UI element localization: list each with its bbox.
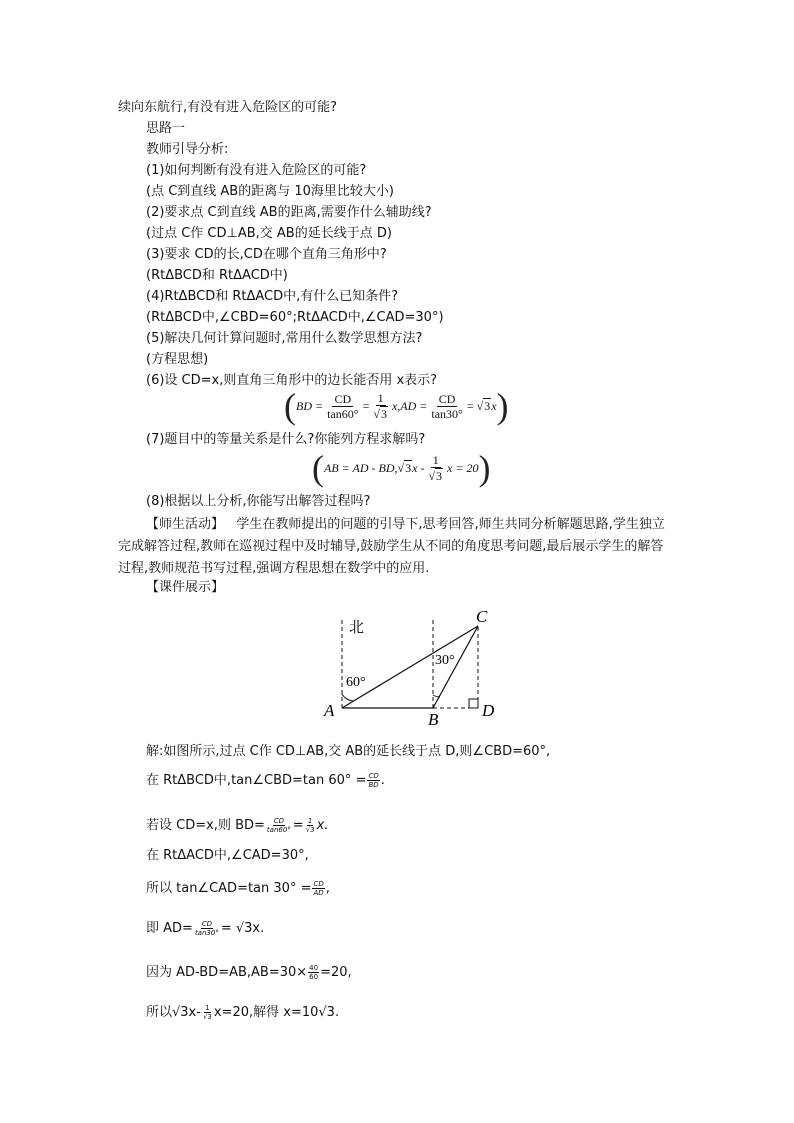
numerator: 1 [432,453,439,467]
text-line: (3)要求 CD的长,CD在哪个直角三角形中? [146,247,387,262]
point-a-label: A [324,701,335,720]
sqrt-term: √3 [397,461,412,475]
angle-60-label: 60° [346,675,366,690]
text-line: (6)设 CD=x,则直角三角形中的边长能否用 x表示? [146,373,438,388]
denominator: tan30° [431,406,463,421]
solution-text: 因为 AD-BD=AB,AB=30× [146,964,308,980]
text-line: (方程思想) [146,352,209,367]
equation-bd-ad [284,386,509,426]
small-fraction: $\frac{CD}{\tan 30^\circ}$ [194,920,219,937]
small-fraction: $\frac{CD}{BD}$ [368,772,379,789]
solution-line: 在 RtΔACD中,∠CAD=30°, [146,848,309,863]
denominator: tan60° [327,406,359,421]
point-d-label: D [482,701,495,720]
numerator: CD [438,391,456,406]
solution-text: 在 RtΔBCD中,tan∠CBD=tan 60° = [146,772,367,788]
eq-text: x [491,398,497,413]
solution-line [146,880,330,897]
solution-text: 所以 tan∠CAD=tan 30° = [146,880,312,896]
solution-line [146,1004,339,1021]
text-line: (5)解决几何计算问题时,常用什么数学思想方法? [146,331,423,346]
solution-text: =20, [320,964,352,980]
solution-line [146,772,385,789]
small-fraction: $\frac{1}{√3}$ [305,817,315,834]
text-line: (过点 C作 CD⊥AB,交 AB的延长线于点 D) [146,226,392,241]
geometry-figure [316,604,506,726]
numerator: 1 [377,391,384,405]
solution-text: = √3x. [220,920,265,936]
angle-30-label: 30° [435,653,455,668]
solution-line [146,817,328,834]
point-b-label: B [428,710,439,726]
left-paren: ( [284,386,296,426]
sqrt-term: √3 [473,399,491,413]
solution-text: . [380,772,385,788]
denominator: √3 [428,469,443,483]
solution-text: x=20,解得 x=10√3. [213,1004,340,1020]
angle-arc-a [342,694,354,701]
solution-line: 解:如图所示,过点 C作 CD⊥AB,交 AB的延长线于点 D,则∠CBD=60°, [146,744,551,759]
text-line: 续向东航行,有没有进入危险区的可能? [118,100,338,115]
text-line: 教师引导分析: [146,142,229,157]
eq-text: = [466,398,474,413]
solution-line [146,964,352,981]
right-paren: ) [496,386,509,426]
text-line: (8)根据以上分析,你能写出解答过程吗? [146,494,371,509]
eq-text: = [362,398,370,413]
eq-text: x,AD = [391,398,428,413]
solution-text: x. [316,817,329,833]
point-c-label: C [476,607,488,626]
solution-text: = [292,817,304,833]
fraction [325,392,360,421]
eq-text: BD = [296,398,324,413]
text-line: (1)如何判断有没有进入危险区的可能? [146,163,367,178]
solution-text: 所以√3x- [146,1004,201,1020]
right-angle-mark [469,699,478,708]
numerator: CD [334,391,352,406]
segment-ac [342,626,478,708]
fraction [426,453,445,483]
small-fraction: $\frac{40}{60}$ [309,964,319,981]
text-line: (点 C到直线 AB的距离与 10海里比较大小) [146,184,394,199]
small-fraction: $\frac{CD}{\tan 60^\circ}$ [266,817,291,834]
text-line: (4)RtΔBCD和 RtΔACD中,有什么已知条件? [146,289,399,304]
north-label: 北 [349,618,365,636]
text-line: 思路一 [146,121,186,136]
activity-heading: 【师生活动】 [146,517,225,532]
eq-text: x = 20 [447,460,479,475]
solution-text: 即 AD= [146,920,193,936]
fraction [429,392,464,421]
eq-text: x - [412,460,425,475]
text-line: (RtΔBCD中,∠CBD=60°;RtΔACD中,∠CAD=30°) [146,310,444,325]
left-paren: ( [312,448,324,488]
small-fraction: $\frac{1}{√3}$ [202,1004,212,1021]
text-line: (2)要求点 C到直线 AB的距离,需要作什么辅助线? [146,205,432,220]
solution-line [146,920,264,937]
equation-ab [312,448,490,488]
eq-text: AB = AD - BD, [324,460,398,475]
fraction [371,391,390,421]
activity-paragraph [118,514,674,580]
denominator: √3 [373,407,387,421]
text-line: (RtΔBCD和 RtΔACD中) [146,268,288,283]
courseware-heading: 【课件展示】 [146,580,225,595]
activity-text: 学生在教师提出的问题的引导下,思考回答,师生共同分析解题思路,学生独立完成解答过程,教师在巡视过程中及时辅导,鼓励学生从不同的角度思考问题,最后展示学生的解答过程,教师规范书写过程,强调方程思想在数学中的应用. [118,517,665,576]
text-line: (7)题目中的等量关系是什么?你能列方程求解吗? [146,432,426,447]
small-fraction: $\frac{CD}{AD}$ [313,880,324,897]
solution-text: , [325,880,330,896]
right-paren: ) [478,448,491,488]
solution-text: 若设 CD=x,则 BD= [146,817,265,833]
